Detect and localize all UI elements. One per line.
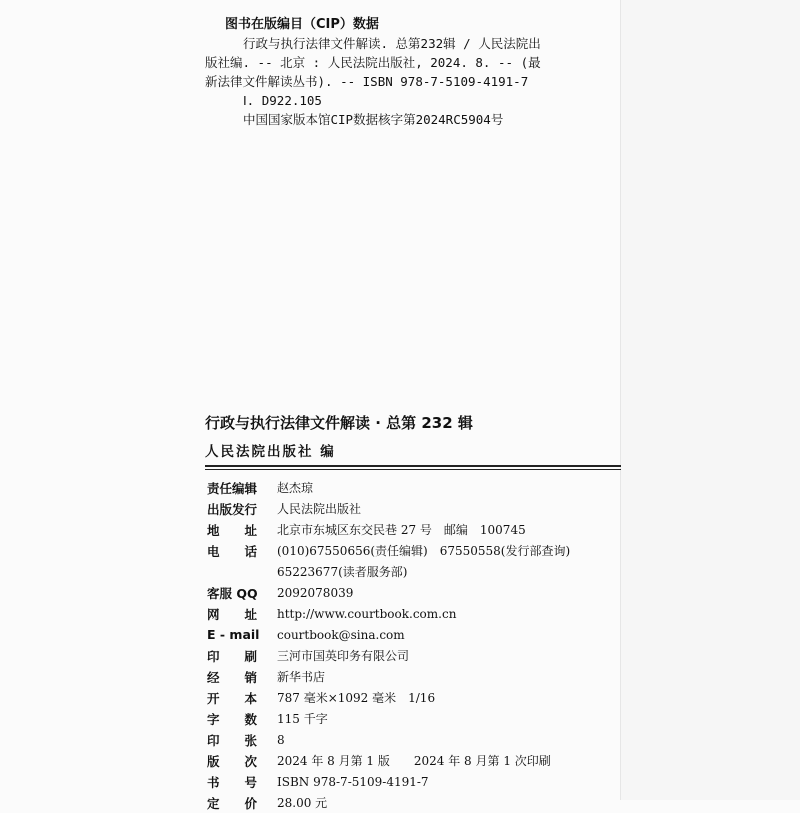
info-value: 65223677(读者服务部) [277, 565, 408, 579]
info-row [207, 498, 621, 519]
info-label: 责任编辑 [207, 480, 258, 496]
info-label: 电 话 [207, 543, 258, 559]
cip-block [205, 15, 625, 129]
info-value: courtbook@sina.com [277, 627, 405, 642]
cip-line: 版社编. -- 北京 : 人民法院出版社, 2024. 8. -- (最 [205, 55, 541, 70]
info-value: http://www.courtbook.com.cn [277, 606, 457, 621]
info-row [207, 624, 621, 645]
info-value: 8 [277, 732, 285, 747]
divider [205, 469, 621, 470]
info-value: 北京市东城区东交民巷 27 号 邮编 100745 [277, 523, 526, 537]
info-label: 经 销 [207, 669, 258, 685]
info-label: 版 次 [207, 753, 258, 769]
info-label: 字 数 [207, 711, 258, 727]
info-label: E - mail [207, 627, 260, 642]
info-label: 印 张 [207, 732, 258, 748]
info-row [207, 750, 621, 771]
info-row [207, 477, 621, 498]
info-value: 人民法院出版社 [277, 502, 362, 516]
info-row [207, 729, 621, 750]
cip-line: 行政与执行法律文件解读. 总第232辑 / 人民法院出 [243, 36, 541, 51]
info-row [207, 645, 621, 666]
cip-line: Ⅰ. D922.105 [243, 93, 322, 108]
info-value: 787 毫米×1092 毫米 1/16 [277, 691, 436, 705]
info-value: 2024 年 8 月第 1 版 2024 年 8 月第 1 次印刷 [277, 754, 551, 768]
info-label: 书 号 [207, 774, 258, 790]
cip-line: 新法律文件解读丛书). -- ISBN 978-7-5109-4191-7 [205, 74, 529, 89]
publication-info [207, 477, 621, 813]
info-label: 地 址 [207, 522, 258, 538]
info-row [207, 582, 621, 603]
info-row [207, 519, 621, 540]
page-edge [620, 0, 800, 800]
book-editor: 人民法院出版社 编 [205, 444, 336, 460]
info-value: 三河市国英印务有限公司 [277, 649, 410, 663]
info-label: 客服 QQ [207, 585, 258, 601]
info-row [207, 771, 621, 792]
info-label: 开 本 [207, 690, 258, 706]
info-value: (010)67550656(责任编辑) 67550558(发行部查询) [277, 544, 571, 558]
info-row [207, 666, 621, 687]
divider [205, 465, 621, 467]
info-value: 赵杰琼 [277, 481, 314, 495]
info-label: 印 刷 [207, 648, 258, 664]
info-value: 28.00 元 [277, 796, 328, 810]
info-row [207, 540, 621, 561]
info-label: 出版发行 [207, 501, 258, 517]
info-value: 2092078039 [277, 585, 354, 600]
info-row [207, 792, 621, 813]
book-title: 行政与执行法律文件解读 · 总第 232 辑 [205, 414, 473, 432]
info-row [207, 603, 621, 624]
info-value: ISBN 978-7-5109-4191-7 [277, 774, 429, 789]
info-value: 新华书店 [277, 670, 326, 684]
cip-title: 图书在版编目（CIP）数据 [225, 17, 379, 32]
cip-line: 中国国家版本馆CIP数据核字第2024RC5904号 [243, 112, 504, 127]
info-label: 定 价 [207, 795, 258, 811]
info-row [207, 687, 621, 708]
info-row [207, 561, 621, 582]
info-value: 115 千字 [277, 712, 328, 726]
info-label: 网 址 [207, 606, 258, 622]
info-row [207, 708, 621, 729]
